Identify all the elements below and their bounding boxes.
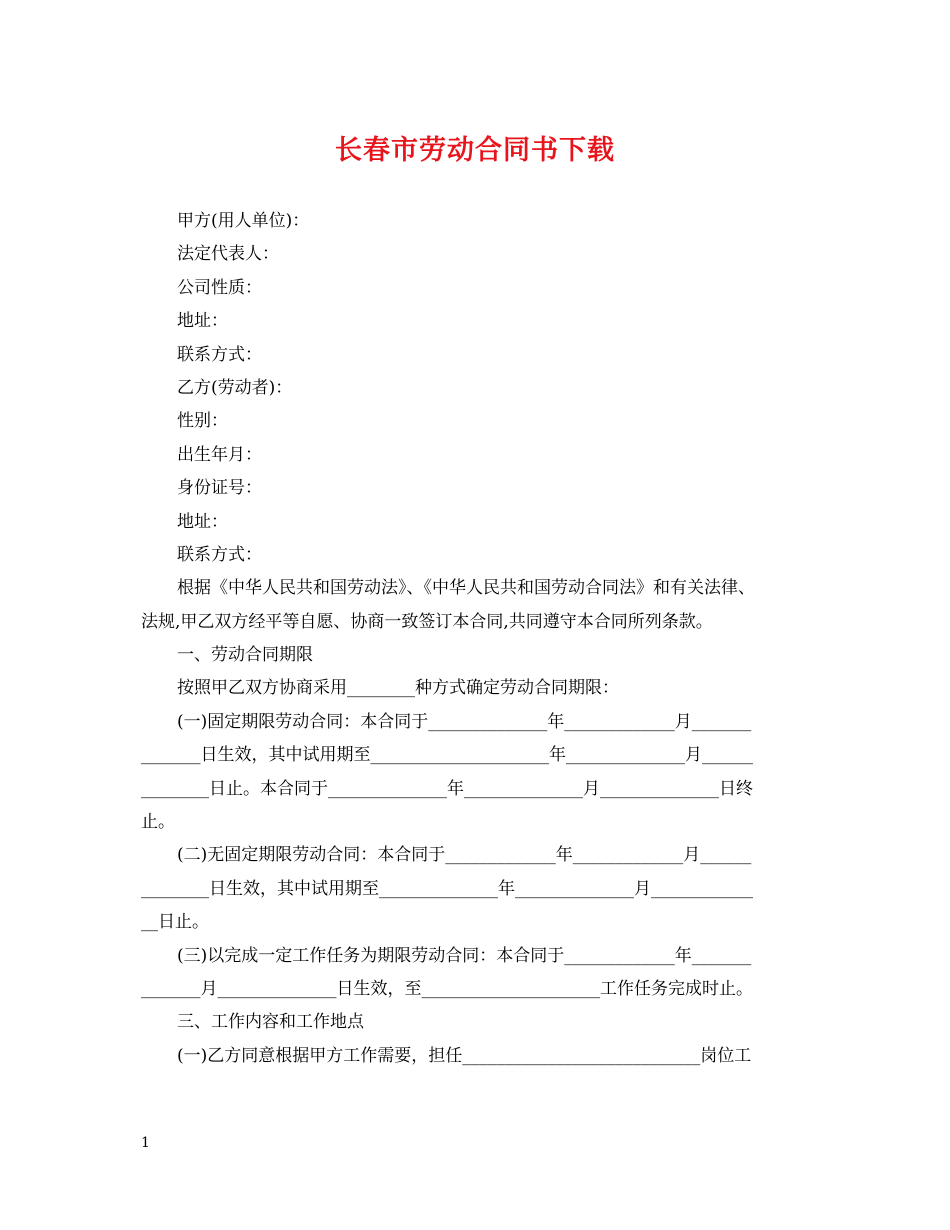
document-title: 长春市劳动合同书下载 xyxy=(335,135,615,166)
term-method-line: 按照甲乙双方协商采用________种方式确定劳动合同期限： xyxy=(177,678,619,699)
preamble-line-1: 根据《中华人民共和国劳动法》、《中华人民共和国劳动合同法》和有关法律、 xyxy=(177,578,755,599)
fixed-term-line-4: 止。 xyxy=(141,812,175,833)
task-term-line-2: _______月______________日生效，至_____________________工作任务完成时止。 xyxy=(141,978,753,999)
party-a-contact-line: 联系方式： xyxy=(177,344,262,365)
party-b-contact-line: 联系方式： xyxy=(177,544,262,565)
section-heading-term: 一、劳动合同期限 xyxy=(177,645,313,666)
page-number: 1 xyxy=(141,1135,150,1151)
party-a-address-line: 地址： xyxy=(177,311,228,332)
legal-representative-line: 法定代表人： xyxy=(177,244,279,265)
document-body xyxy=(141,205,813,1073)
id-number-line: 身份证号： xyxy=(177,478,262,499)
fixed-term-line-3: ________日止。本合同于______________年______________月______________日终 xyxy=(141,778,753,799)
preamble-line-2: 法规,甲乙双方经平等自愿、协商一致签订本合同,共同遵守本合同所列条款。 xyxy=(141,611,713,632)
task-term-line-1: (三)以完成一定工作任务为期限劳动合同：本合同于_____________年_______ xyxy=(177,945,752,966)
party-b-line: 乙方(劳动者)： xyxy=(177,377,293,398)
open-term-line-2: ________日生效，其中试用期至______________年______________月____________ xyxy=(141,878,753,899)
birth-date-line: 出生年月： xyxy=(177,444,262,465)
fixed-term-line-2: _______日生效，其中试用期至_____________________年______________月______ xyxy=(141,745,753,766)
open-term-line-3: __日止。 xyxy=(141,912,209,933)
party-a-line: 甲方(用人单位)： xyxy=(177,211,310,231)
fixed-term-line-1: (一)固定期限劳动合同：本合同于______________年_____________月_______ xyxy=(177,711,752,732)
work-content-line: (一)乙方同意根据甲方工作需要，担任____________________________岗位工 xyxy=(177,1045,752,1066)
gender-line: 性别： xyxy=(177,411,228,432)
section-heading-work: 三、工作内容和工作地点 xyxy=(177,1012,364,1033)
company-nature-line: 公司性质： xyxy=(177,277,262,298)
open-term-line-1: (二)无固定期限劳动合同：本合同于_____________年_____________月______ xyxy=(177,845,752,866)
party-b-address-line: 地址： xyxy=(177,511,228,532)
